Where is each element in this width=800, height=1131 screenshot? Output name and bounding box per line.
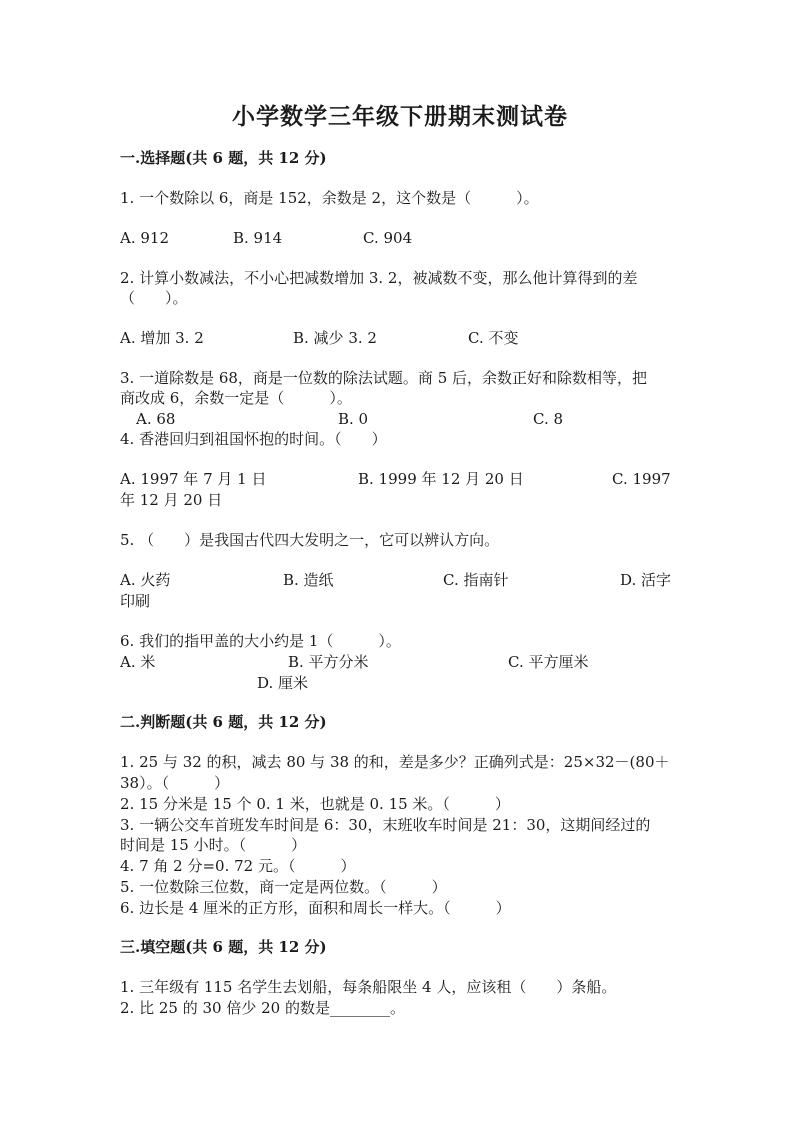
option-a: A. 米 xyxy=(120,653,156,671)
question-stem: 5. （ ）是我国古代四大发明之一，它可以辨认方向。 xyxy=(120,531,500,549)
section-heading-judgement: 二.判断题(共 6 题，共 12 分) xyxy=(120,713,327,731)
option-b: B. 1999 年 12 月 20 日 xyxy=(358,470,524,488)
judgement-item: 6. 边长是 4 厘米的正方形，面积和周长一样大。（ ） xyxy=(120,899,511,917)
judgement-item-continued: 时间是 15 小时。（ ） xyxy=(120,836,307,854)
option-d: D. 活字 xyxy=(620,571,672,589)
question-stem: 2. 计算小数减法，不小心把减数增加 3. 2，被减数不变，那么他计算得到的差 xyxy=(120,269,638,287)
section-heading-choice: 一.选择题(共 6 题，共 12 分) xyxy=(120,149,327,167)
page-title: 小学数学三年级下册期末测试卷 xyxy=(232,103,568,130)
option-b: B. 造纸 xyxy=(283,571,334,589)
fill-blank-item: 2. 比 25 的 30 倍少 20 的数是________。 xyxy=(120,999,405,1017)
option-a: A. 912 xyxy=(120,229,169,247)
option-c-continued: 年 12 月 20 日 xyxy=(120,491,223,509)
option-b: B. 914 xyxy=(233,229,283,247)
question-stem-continued: （ ）。 xyxy=(120,289,188,307)
option-c: C. 平方厘米 xyxy=(508,653,589,671)
question-stem: 1. 一个数除以 6，商是 152，余数是 2，这个数是（ ）。 xyxy=(120,189,539,207)
judgement-item-continued: 38）。（ ） xyxy=(120,774,230,792)
option-c: C. 1997 xyxy=(612,470,671,488)
option-a: A. 1997 年 7 月 1 日 xyxy=(120,470,267,488)
question-stem: 4. 香港回归到祖国怀抱的时间。（ ） xyxy=(120,430,387,448)
judgement-item: 5. 一位数除三位数，商一定是两位数。（ ） xyxy=(120,878,447,896)
option-a: A. 火药 xyxy=(120,571,171,589)
option-d: D. 厘米 xyxy=(257,674,309,692)
question-stem-continued: 商改成 6，余数一定是（ ）。 xyxy=(120,389,352,407)
judgement-item: 3. 一辆公交车首班发车时间是 6：30，末班收车时间是 21：30，这期间经过的 xyxy=(120,816,651,834)
fill-blank-item: 1. 三年级有 115 名学生去划船，每条船限坐 4 人，应该租（ ）条船。 xyxy=(120,978,617,996)
judgement-item: 1. 25 与 32 的积，减去 80 与 38 的和，差是多少？正确列式是：25×32－(80＋ xyxy=(120,753,670,771)
option-c: C. 不变 xyxy=(468,329,519,347)
section-heading-fill-blank: 三.填空题(共 6 题，共 12 分) xyxy=(120,938,327,956)
option-c: C. 指南针 xyxy=(443,571,509,589)
option-b: B. 平方分米 xyxy=(288,653,369,671)
option-a: A. 增加 3. 2 xyxy=(120,329,204,347)
option-b: B. 0 xyxy=(338,410,369,428)
option-c: C. 8 xyxy=(533,410,564,428)
question-stem: 6. 我们的指甲盖的大小约是 1（ ）。 xyxy=(120,632,401,650)
option-d-continued: 印刷 xyxy=(120,592,151,610)
option-c: C. 904 xyxy=(363,229,413,247)
option-b: B. 减少 3. 2 xyxy=(293,329,377,347)
option-a: A. 68 xyxy=(136,410,176,428)
question-stem: 3. 一道除数是 68，商是一位数的除法试题。商 5 后，余数正好和除数相等，把 xyxy=(120,369,648,387)
judgement-item: 4. 7 角 2 分=0. 72 元。（ ） xyxy=(120,857,356,875)
judgement-item: 2. 15 分米是 15 个 0. 1 米，也就是 0. 15 米。（ ） xyxy=(120,795,510,813)
